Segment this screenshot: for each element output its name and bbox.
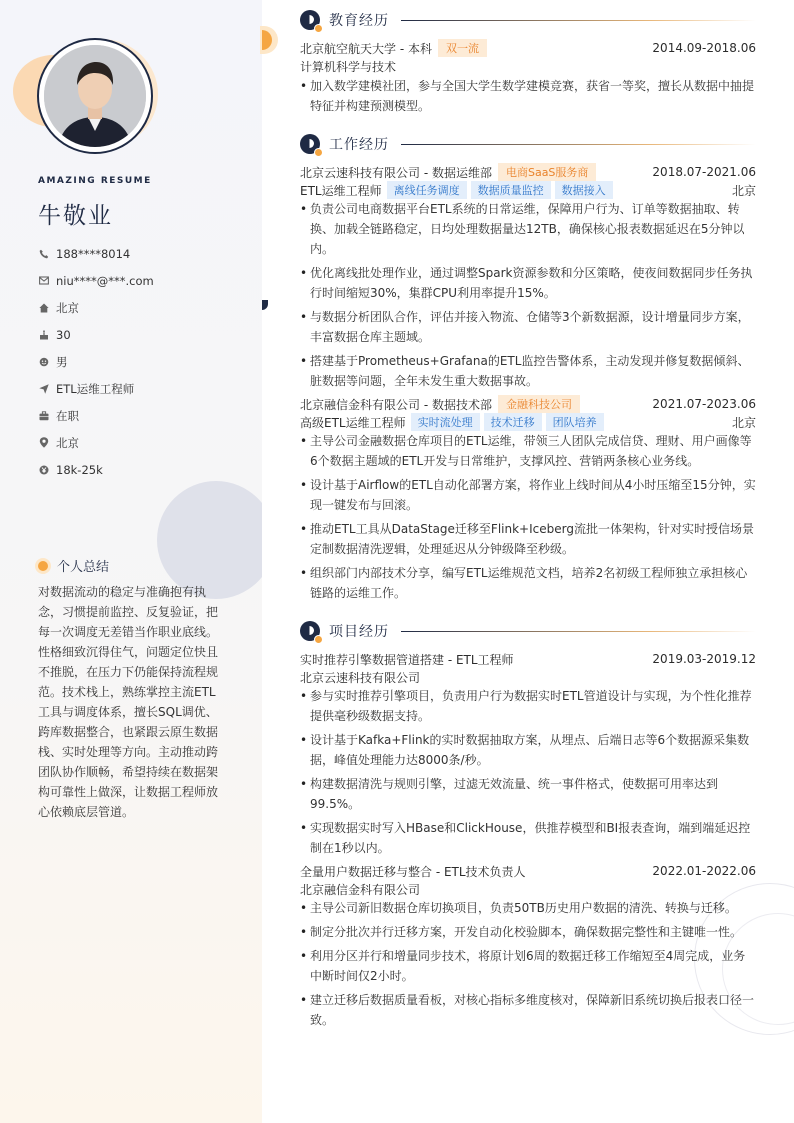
info-phone-text: 188****8014 (56, 246, 131, 261)
project-bullets (300, 898, 756, 1034)
job-role: 高级ETL运维工程师 (300, 415, 406, 430)
avatar-portrait (44, 45, 146, 147)
project-bullet: • 建立迁移后数据质量看板，对核心指标多维度核对，保障新旧系统切换后报表口径一致。 (300, 990, 756, 1030)
project-bullet: • 主导公司新旧数据仓库切换项目，负责50TB历史用户数据的清洗、转换与迁移。 (300, 898, 756, 918)
summary-text: 对数据流动的稳定与准确抱有执念，习惯提前监控、反复验证，把每一次调度无差错当作职业底线。性格细致沉得住气，问题定位快且不推脱，在压力下仍能保持流程规范。技术栈上，熟练掌控主流ETL工具与调度体系，擅长SQL调优、跨库数据整合，也紧跟云原生数据栈、实时处理等方向。主动推动跨团队协作顺畅，希望持续在数据架构可靠性上做深，让数据工程师放心依赖底层管道。 (38, 585, 219, 819)
info-salary (38, 456, 154, 483)
job-skill-tag: 数据接入 (555, 181, 613, 199)
project-company-row (300, 880, 756, 898)
candidate-name: 牛敬业 (38, 203, 113, 229)
info-position (38, 375, 154, 402)
job-industry-tag: 电商SaaS服务商 (498, 163, 596, 181)
job-bullets (300, 431, 756, 607)
job-date: 2018.07-2021.06 (652, 165, 756, 179)
info-age-text: 30 (56, 327, 71, 342)
info-residence (38, 294, 154, 321)
education-bullet: • 加入数学建模社团，参与全国大学生数学建模竞赛，获省一等奖，擅长从数据中抽提特征并构建预测模型。 (300, 76, 756, 116)
job-bullet: • 优化离线批处理作业，通过调整Spark资源参数和分区策略，使夜间数据同步任务执行时间缩短30%，集群CPU利用率提升15%。 (300, 263, 756, 303)
project-company: 北京融信金科有限公司 (300, 882, 421, 897)
info-position-text: ETL运维工程师 (56, 381, 135, 396)
job-date: 2021.07-2023.06 (652, 397, 756, 411)
section-education-title: 教育经历 (329, 13, 389, 29)
project-name: 实时推荐引擎数据管道搭建 - ETL工程师 (300, 652, 514, 667)
info-target-city (38, 429, 154, 456)
project-header-row (300, 650, 756, 668)
section-work-title: 工作经历 (329, 137, 389, 153)
project-bullet: • 实现数据实时写入HBase和ClickHouse，供推荐模型和BI报表查询，端到端延迟控制在1秒以内。 (300, 818, 756, 858)
section-work-header (300, 134, 756, 154)
project-name: 全量用户数据迁移与整合 - ETL技术负责人 (300, 864, 526, 879)
resume-tagline: AMAZING RESUME (38, 176, 152, 186)
info-residence-text: 北京 (56, 300, 79, 315)
job-company: 北京云速科技有限公司 - 数据运维部 (300, 165, 492, 180)
location-pin-icon (38, 437, 49, 448)
education-header-row (300, 39, 756, 57)
home-icon (38, 302, 49, 313)
job-header-row (300, 395, 756, 413)
job-industry-tag: 金融科技公司 (498, 395, 580, 413)
section-divider (401, 144, 756, 145)
gender-icon (38, 356, 49, 367)
job-role-row (300, 413, 756, 431)
info-status-text: 在职 (56, 408, 79, 423)
job-company: 北京融信金科有限公司 - 数据技术部 (300, 397, 492, 412)
project-bullet: • 设计基于Kafka+Flink的实时数据抽取方案，从埋点、后端日志等6个数据源采集数据，峰值处理能力达8000条/秒。 (300, 730, 756, 770)
project-date: 2019.03-2019.12 (652, 652, 756, 666)
education-tag: 双一流 (438, 39, 487, 57)
job-bullet: • 设计基于Airflow的ETL自动化部署方案，将作业上线时间从4小时压缩至15分钟，实现一键发布与回滚。 (300, 475, 756, 515)
info-email (38, 267, 154, 294)
education-major: 计算机科学与技术 (300, 59, 397, 74)
summary-bullet-icon (38, 561, 48, 571)
job-bullet: • 与数据分析团队合作，评估并接入物流、仓储等3个新数据源，设计增量同步方案，丰富数据仓库主题域。 (300, 307, 756, 347)
briefcase-icon (38, 410, 49, 421)
phone-icon (38, 248, 49, 259)
info-email-text: niu****@***.com (56, 273, 154, 288)
project-bullet: • 参与实时推荐引擎项目，负责用户行为数据实时ETL管道设计与实现，为个性化推荐提供毫秒级数据支持。 (300, 686, 756, 726)
decorative-mark (262, 300, 268, 310)
info-target-city-text: 北京 (56, 435, 79, 450)
job-bullet: • 组织部门内部技术分享，编写ETL运维规范文档，培养2名初级工程师独立承担核心链路的运维工作。 (300, 563, 756, 603)
info-status (38, 402, 154, 429)
send-icon (38, 383, 49, 394)
education-major-row (300, 57, 756, 75)
job-skill-tag: 数据质量监控 (471, 181, 551, 199)
job-bullet: • 推动ETL工具从DataStage迁移至Flink+Iceberg流批一体架构，针对实时授信场景定制数据清洗逻辑，处理延迟从分钟级降至秒级。 (300, 519, 756, 559)
info-age (38, 321, 154, 348)
sidebar (0, 0, 262, 1123)
job-role: ETL运维工程师 (300, 183, 382, 198)
info-salary-text: 18k-25k (56, 462, 103, 477)
section-work-icon (300, 134, 320, 154)
project-bullet: • 构建数据清洗与规则引擎，过滤无效流量、统一事件格式，使数据可用率达到99.5%。 (300, 774, 756, 814)
education-date: 2014.09-2018.06 (652, 41, 756, 55)
project-bullet: • 利用分区并行和增量同步技术，将原计划6周的数据迁移工作缩短至4周完成，业务中断时间仅2小时。 (300, 946, 756, 986)
contact-info-list (38, 240, 154, 483)
job-header-row (300, 163, 756, 181)
section-projects-header (300, 621, 756, 641)
section-projects-icon (300, 621, 320, 641)
cake-icon (38, 329, 49, 340)
education-school: 北京航空航天大学 - 本科 (300, 41, 432, 56)
salary-icon (38, 464, 49, 475)
education-bullets (300, 76, 756, 120)
job-bullet: • 主导公司金融数据仓库项目的ETL运维，带领三人团队完成信贷、理财、用户画像等6个数据主题域的ETL开发与日常维护，支撑风控、营销两条核心业务线。 (300, 431, 756, 471)
section-education-icon (300, 10, 320, 30)
info-phone (38, 240, 154, 267)
project-header-row (300, 862, 756, 880)
summary-heading (38, 556, 109, 575)
job-bullet: • 负责公司电商数据平台ETL系统的日常运维，保障用户行为、订单等数据抽取、转换、加载全链路稳定，日均处理数据量达12TB，确保核心报表数据延迟在5分钟以内。 (300, 199, 756, 259)
section-projects-title: 项目经历 (329, 624, 389, 640)
job-city: 北京 (731, 415, 756, 430)
avatar (44, 45, 146, 147)
section-divider (401, 20, 756, 21)
project-company: 北京云速科技有限公司 (300, 670, 421, 685)
info-gender (38, 348, 154, 375)
summary-title: 个人总结 (57, 560, 110, 575)
project-company-row (300, 668, 756, 686)
job-role-row (300, 181, 756, 199)
section-education-header (300, 10, 756, 30)
job-bullet: • 搭建基于Prometheus+Grafana的ETL监控告警体系，主动发现并修复数据倾斜、脏数据等问题，全年未发生重大数据事故。 (300, 351, 756, 391)
avatar-frame (37, 38, 153, 154)
job-bullets (300, 199, 756, 395)
project-date: 2022.01-2022.06 (652, 864, 756, 878)
job-skill-tag: 技术迁移 (484, 413, 542, 431)
mail-icon (38, 275, 49, 286)
project-bullets (300, 686, 756, 862)
info-gender-text: 男 (56, 354, 68, 369)
job-city: 北京 (731, 183, 756, 198)
project-bullet: • 制定分批次并行迁移方案，开发自动化校验脚本，确保数据完整性和主键唯一性。 (300, 922, 756, 942)
job-skill-tag: 团队培养 (546, 413, 604, 431)
decorative-half-circle (262, 30, 272, 50)
job-skill-tag: 实时流处理 (411, 413, 480, 431)
job-skill-tag: 离线任务调度 (387, 181, 467, 199)
section-divider (401, 631, 756, 632)
